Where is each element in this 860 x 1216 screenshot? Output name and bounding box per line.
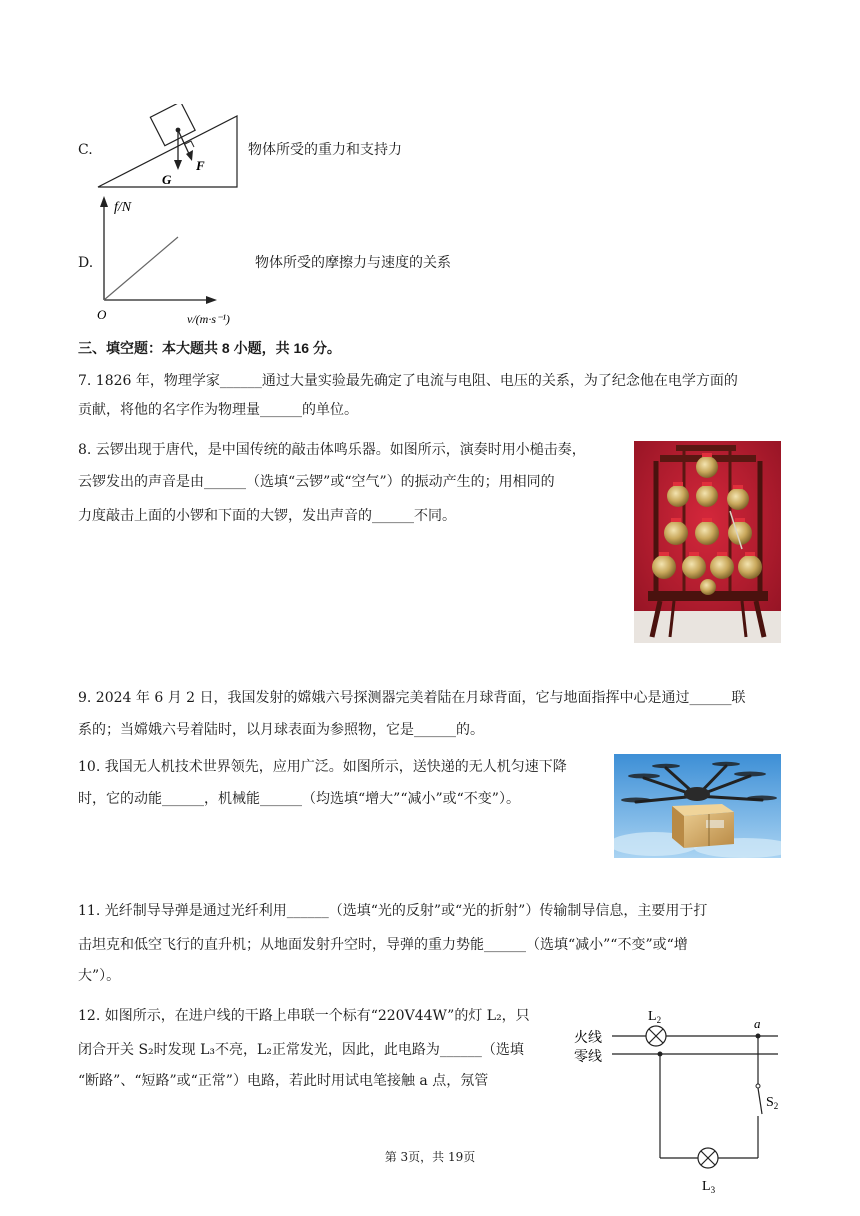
- q10-line1: 10. 我国无人机技术世界领先，应用广泛。如图所示，送快递的无人机匀速下降: [78, 759, 567, 775]
- q8-line3: 力度敲击上面的小锣和下面的大锣，发出声音的______不同。: [78, 508, 456, 524]
- lamp-l3-label: $L_3$: [702, 1179, 716, 1195]
- delivery-drone-image: [614, 754, 781, 858]
- origin-label: O: [97, 307, 107, 322]
- q11-line2: 击坦克和低空飞行的直升机；从地面发射升空时，导弹的重力势能______（选填“减小”“不变”或“增: [78, 937, 688, 953]
- q11-line1: 11. 光纤制导导弹是通过光纤利用______（选填“光的反射”或“光的折射”）传输制导信息，主要用于打: [78, 903, 708, 919]
- section-heading: 三、填空题：本大题共 8 小题，共 16 分。: [78, 340, 341, 356]
- x-axis-label: v/(m·s⁻¹): [187, 312, 230, 326]
- switch-s2-label: $S_2$: [766, 1095, 779, 1111]
- point-a-label: a: [754, 1016, 761, 1031]
- y-axis-label: f/N: [114, 200, 132, 215]
- page-footer: 第 3页，共 19页: [384, 1150, 476, 1164]
- option-c-letter: C.: [78, 142, 93, 158]
- option-d-text: 物体所受的摩擦力与速度的关系: [255, 255, 451, 271]
- yunluo-gong-image: [634, 441, 781, 643]
- q9-line1: 9. 2024 年 6 月 2 日，我国发射的嫦娥六号探测器完美着陆在月球背面，它与地面指挥中心是通过______联: [78, 690, 746, 706]
- live-wire-label: 火线: [574, 1031, 602, 1046]
- incline-diagram: [92, 104, 244, 192]
- option-c-text: 物体所受的重力和支持力: [248, 142, 402, 158]
- q7-line2: 贡献，将他的名字作为物理量______的单位。: [78, 402, 358, 418]
- q12-line1: 12. 如图所示，在进户线的干路上串联一个标有“220V44W”的灯 L₂，只: [78, 1008, 530, 1024]
- neutral-wire-label: 零线: [574, 1050, 602, 1065]
- q7-line1: 7. 1826 年，物理学家______通过大量实验最先确定了电流与电阻、电压的关系，为了纪念他在电学方面的: [78, 373, 738, 389]
- label-f: F: [196, 158, 205, 173]
- q8-line2: 云锣发出的声音是由______（选填“云锣”或“空气”）的振动产生的；用相同的: [78, 474, 555, 490]
- household-circuit-diagram: [568, 1002, 788, 1200]
- q11-line3: 大”）。: [78, 968, 121, 984]
- friction-velocity-graph: [92, 193, 257, 330]
- label-g: G: [162, 172, 172, 187]
- lamp-l2-label: $L_2$: [648, 1009, 662, 1025]
- q12-line3: “断路”、“短路”或“正常”）电路，若此时用试电笔接触 a 点，氖管: [78, 1073, 489, 1089]
- q8-line1: 8. 云锣出现于唐代，是中国传统的敲击体鸣乐器。如图所示，演奏时用小槌击奏，: [78, 442, 586, 458]
- option-d-letter: D.: [78, 255, 94, 271]
- q9-line2: 系的；当嫦娥六号着陆时，以月球表面为参照物，它是______的。: [78, 722, 484, 738]
- q10-line2: 时，它的动能______，机械能______（均选填“增大”“减小”或“不变”）。: [78, 791, 520, 807]
- q12-line2: 闭合开关 S₂时发现 L₃不亮，L₂正常发光，因此，此电路为______（选填: [78, 1042, 524, 1058]
